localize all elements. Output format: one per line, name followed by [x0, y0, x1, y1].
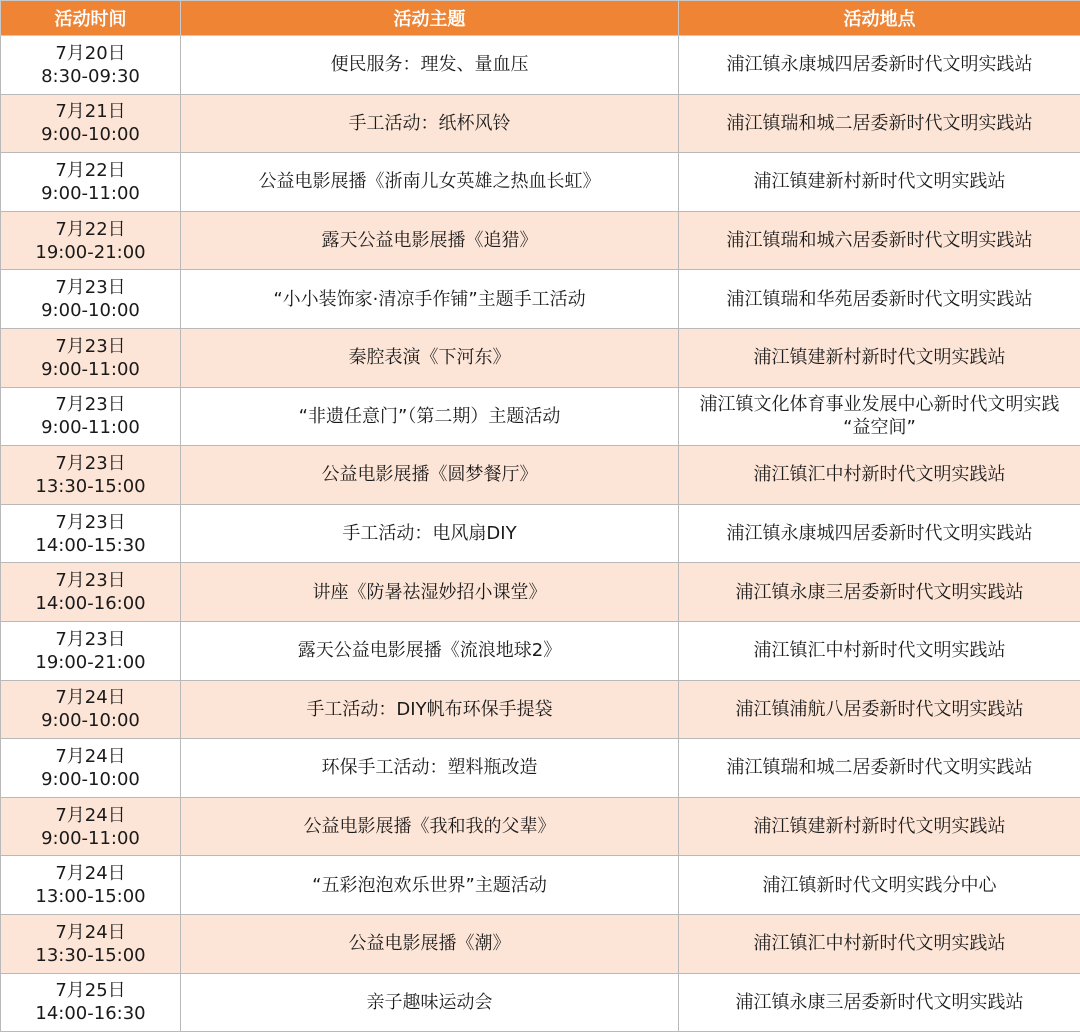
header-time: 活动时间	[1, 1, 181, 36]
place-text: 浦江镇建新村新时代文明实践站	[753, 347, 1006, 369]
time-cell	[1, 621, 181, 680]
place-text: 浦江镇浦航八居委新时代文明实践站	[735, 698, 1024, 720]
place-cell	[679, 914, 1080, 973]
date-text: 7月23日	[55, 628, 126, 650]
time-text: 13:30-15:00	[35, 944, 146, 966]
date-text: 7月24日	[55, 687, 126, 709]
time-text: 9:00-10:00	[41, 768, 140, 790]
theme-cell: 手工活动：电风扇DIY	[181, 504, 679, 563]
table-row	[1, 856, 1080, 915]
table-body	[1, 36, 1080, 1032]
place-text: 浦江镇瑞和华苑居委新时代文明实践站	[726, 288, 1033, 310]
theme-cell: “五彩泡泡欢乐世界”主题活动	[181, 856, 679, 915]
place-text: 浦江镇汇中村新时代文明实践站	[753, 640, 1006, 662]
date-text: 7月23日	[55, 511, 126, 533]
place-text: 浦江镇汇中村新时代文明实践站	[753, 464, 1006, 486]
place-cell	[679, 94, 1080, 153]
theme-cell: “小小装饰家·清凉手作铺”主题手工活动	[181, 270, 679, 329]
place-cell	[679, 153, 1080, 212]
time-text: 8:30-09:30	[41, 65, 140, 87]
date-text: 7月25日	[55, 980, 126, 1002]
time-text: 19:00-21:00	[35, 651, 146, 673]
time-cell	[1, 94, 181, 153]
table-row	[1, 153, 1080, 212]
place-cell	[679, 621, 1080, 680]
time-text: 9:00-10:00	[41, 710, 140, 732]
place-cell	[679, 973, 1080, 1032]
table-row	[1, 680, 1080, 739]
place-text: 浦江镇建新村新时代文明实践站	[753, 816, 1006, 838]
date-text: 7月22日	[55, 159, 126, 181]
header-place: 活动地点	[679, 1, 1080, 36]
place-cell	[679, 328, 1080, 387]
time-cell	[1, 270, 181, 329]
table-row	[1, 270, 1080, 329]
place-text: 浦江镇瑞和城二居委新时代文明实践站	[726, 757, 1033, 779]
table-row	[1, 914, 1080, 973]
time-cell	[1, 504, 181, 563]
time-cell	[1, 680, 181, 739]
place-text-line2: “益空间”	[843, 417, 916, 439]
date-text: 7月23日	[55, 277, 126, 299]
date-text: 7月24日	[55, 804, 126, 826]
place-cell	[679, 211, 1080, 270]
theme-cell: 便民服务：理发、量血压	[181, 36, 679, 95]
time-text: 9:00-11:00	[41, 827, 140, 849]
table-row	[1, 563, 1080, 622]
date-text: 7月22日	[55, 218, 126, 240]
time-cell	[1, 36, 181, 95]
time-text: 9:00-10:00	[41, 300, 140, 322]
table-row	[1, 36, 1080, 95]
theme-cell: 手工活动：纸杯风铃	[181, 94, 679, 153]
theme-cell: “非遗任意门”（第二期）主题活动	[181, 387, 679, 446]
table-header	[1, 1, 1080, 36]
time-text: 9:00-11:00	[41, 358, 140, 380]
time-cell	[1, 153, 181, 212]
date-text: 7月24日	[55, 745, 126, 767]
date-text: 7月20日	[55, 42, 126, 64]
time-cell	[1, 446, 181, 505]
place-text: 浦江镇汇中村新时代文明实践站	[753, 933, 1006, 955]
place-text: 浦江镇瑞和城二居委新时代文明实践站	[726, 112, 1033, 134]
time-cell	[1, 211, 181, 270]
time-cell	[1, 797, 181, 856]
time-text: 19:00-21:00	[35, 241, 146, 263]
table-row	[1, 387, 1080, 446]
place-text: 浦江镇新时代文明实践分中心	[762, 874, 997, 896]
place-cell	[679, 563, 1080, 622]
time-cell	[1, 739, 181, 798]
place-text: 浦江镇建新村新时代文明实践站	[753, 171, 1006, 193]
table-row	[1, 621, 1080, 680]
header-theme: 活动主题	[181, 1, 679, 36]
place-cell	[679, 270, 1080, 329]
place-text: 浦江镇永康城四居委新时代文明实践站	[726, 523, 1033, 545]
table-row	[1, 94, 1080, 153]
date-text: 7月23日	[55, 394, 126, 416]
table-row	[1, 504, 1080, 563]
theme-cell: 露天公益电影展播《流浪地球2》	[181, 621, 679, 680]
table-row	[1, 739, 1080, 798]
theme-cell: 手工活动：DIY帆布环保手提袋	[181, 680, 679, 739]
theme-cell: 公益电影展播《潮》	[181, 914, 679, 973]
place-text: 浦江镇永康三居委新时代文明实践站	[735, 581, 1024, 603]
place-cell	[679, 387, 1080, 446]
time-cell	[1, 914, 181, 973]
theme-cell: 秦腔表演《下河东》	[181, 328, 679, 387]
date-text: 7月23日	[55, 570, 126, 592]
time-text: 14:00-16:30	[35, 1003, 146, 1025]
time-text: 9:00-11:00	[41, 182, 140, 204]
theme-cell: 亲子趣味运动会	[181, 973, 679, 1032]
place-text: 浦江镇永康城四居委新时代文明实践站	[726, 54, 1033, 76]
theme-cell: 露天公益电影展播《追猎》	[181, 211, 679, 270]
place-text: 浦江镇瑞和城六居委新时代文明实践站	[726, 230, 1033, 252]
date-text: 7月24日	[55, 863, 126, 885]
place-cell	[679, 36, 1080, 95]
theme-cell: 公益电影展播《圆梦餐厅》	[181, 446, 679, 505]
table-row	[1, 446, 1080, 505]
time-text: 14:00-15:30	[35, 534, 146, 556]
date-text: 7月21日	[55, 101, 126, 123]
theme-cell: 公益电影展播《浙南儿女英雄之热血长虹》	[181, 153, 679, 212]
time-cell	[1, 328, 181, 387]
table-row	[1, 211, 1080, 270]
place-cell	[679, 446, 1080, 505]
time-cell	[1, 856, 181, 915]
place-cell	[679, 680, 1080, 739]
theme-cell: 公益电影展播《我和我的父辈》	[181, 797, 679, 856]
place-cell	[679, 856, 1080, 915]
date-text: 7月24日	[55, 921, 126, 943]
theme-cell: 讲座《防暑祛湿妙招小课堂》	[181, 563, 679, 622]
time-cell	[1, 387, 181, 446]
theme-cell: 环保手工活动：塑料瓶改造	[181, 739, 679, 798]
header-row	[1, 1, 1080, 36]
table-row	[1, 328, 1080, 387]
time-text: 13:00-15:00	[35, 886, 146, 908]
date-text: 7月23日	[55, 335, 126, 357]
place-cell	[679, 739, 1080, 798]
time-text: 14:00-16:00	[35, 593, 146, 615]
time-cell	[1, 973, 181, 1032]
date-text: 7月23日	[55, 452, 126, 474]
time-text: 9:00-10:00	[41, 124, 140, 146]
time-text: 9:00-11:00	[41, 417, 140, 439]
place-cell	[679, 797, 1080, 856]
place-text: 浦江镇永康三居委新时代文明实践站	[735, 991, 1024, 1013]
time-text: 13:30-15:00	[35, 475, 146, 497]
place-text: 浦江镇文化体育事业发展中心新时代文明实践	[699, 394, 1060, 416]
time-cell	[1, 563, 181, 622]
table-row	[1, 797, 1080, 856]
table-row	[1, 973, 1080, 1032]
place-cell	[679, 504, 1080, 563]
